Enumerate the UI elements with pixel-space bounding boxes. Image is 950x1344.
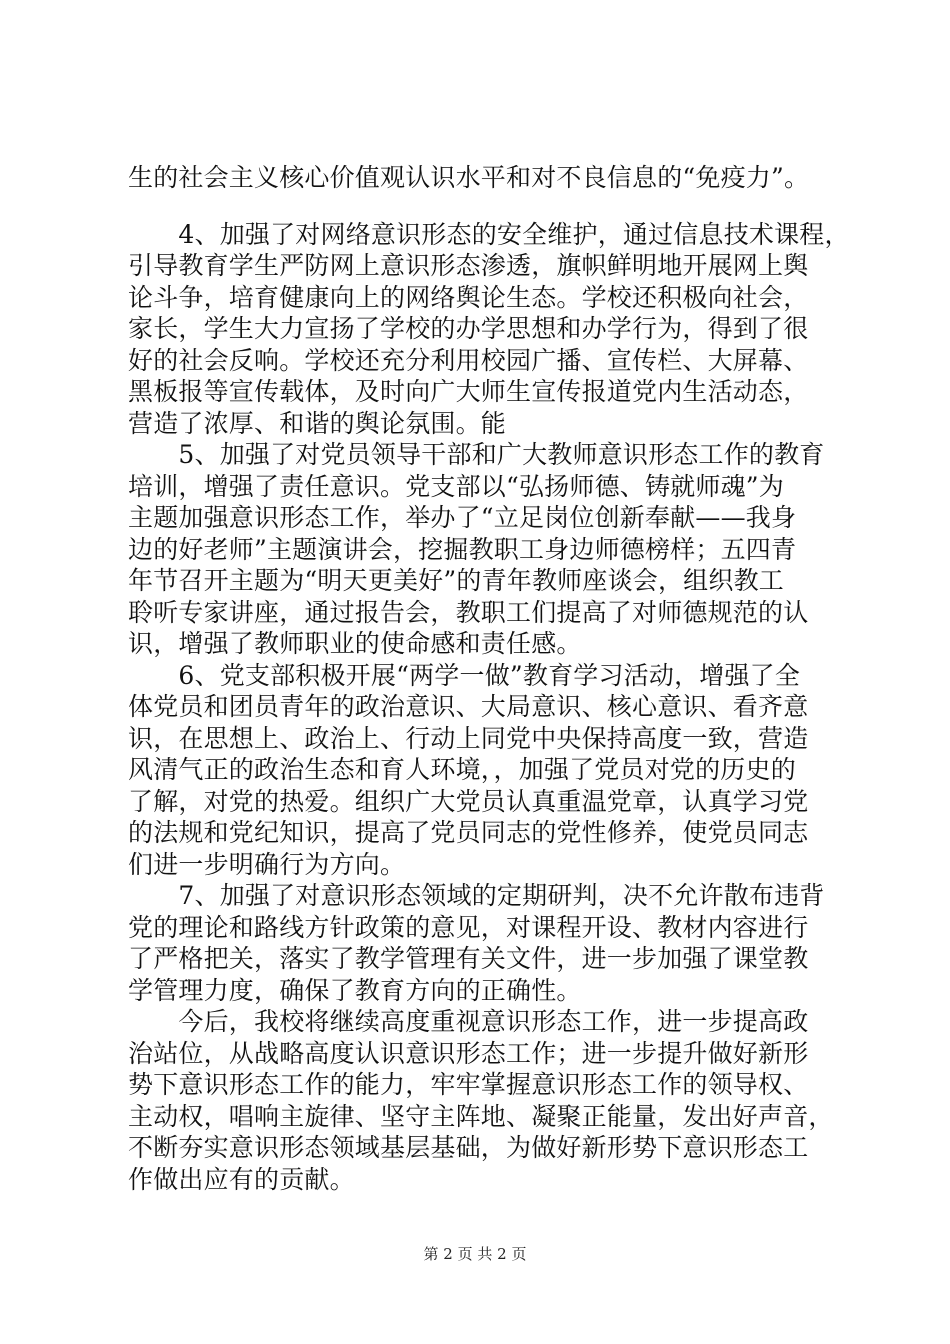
text-line: 今后，我校将继续高度重视意识形态工作，进一步提高政 [128,1007,809,1036]
main-paragraphs [128,219,850,1196]
text-line: 好的社会反响。学校还充分利用校园广播、宣传栏、大屏幕、 [128,345,809,375]
text-line: 培训，增强了责任意识。党支部以“弘扬师德、铸就师魂”为 [128,471,784,501]
text-line: 家长，学生大力宣扬了学校的办学思想和办学行为，得到了很 [128,314,809,343]
text-line: 党的理论和路线方针政策的意见，对课程开设、教材内容进行 [128,912,809,942]
text-line: 治站位，从战略高度认识意识形态工作；进一步提升做好新形 [128,1038,809,1068]
text-line: 聆听专家讲座，通过报告会，教职工们提高了对师德规范的认 [128,597,809,627]
text-line: 识，在思想上、政治上、行动上同党中央保持高度一致，营造 [128,723,809,753]
text-line: 7、加强了对意识形态领域的定期研判，决不允许散布违背 [128,881,825,910]
text-line: 了严格把关，落实了教学管理有关文件，进一步加强了课堂教 [128,944,809,973]
text-line: 引导教育学生严防网上意识形态渗透，旗帜鲜明地开展网上舆 [128,251,809,280]
text-line: 主动权，唱响主旋律、坚守主阵地、凝聚正能量，发出好声音， [128,1101,834,1131]
text-line: 风清气正的政治生态和育人环境，，加强了党员对党的历史的 [128,755,796,784]
text-line: 黑板报等宣传载体，及时向广大师生宣传报道党内生活动态， [128,377,809,406]
text-line: 势下意识形态工作的能力，牢牢掌握意识形态工作的领导权、 [128,1070,809,1099]
intro-paragraph [128,162,833,194]
text-line: 了解，对党的热爱。组织广大党员认真重温党章，认真学习党 [128,786,809,816]
text-line: 边的好老师”主题演讲会，挖掘教职工身边师德榜样；五四青 [128,534,797,564]
text-line: 6、党支部积极开展“两学一做”教育学习活动，增强了全 [128,660,801,690]
page-footer: 第 2 页 共 2 页 [423,1245,527,1263]
text-line: 学管理力度，确保了教育方向的正确性。 [128,975,582,1005]
text-line: 生的社会主义核心价值观认识水平和对不良信息的“免疫力”。 [128,163,810,192]
text-line: 们进一步明确行为方向。 [128,849,406,879]
text-line: 营造了浓厚、和谐的舆论氛围。能 [128,408,507,438]
document-body [128,162,850,1195]
text-line: 体党员和团员青年的政治意识、大局意识、核心意识、看齐意 [128,692,809,721]
text-line: 5、加强了对党员领导干部和广大教师意识形态工作的教育 [128,440,825,469]
text-line: 主题加强意识形态工作，举办了“立足岗位创新奉献——我身 [128,503,797,532]
text-line: 不断夯实意识形态领域基层基础，为做好新形势下意识形态工 [128,1133,809,1162]
text-line: 的法规和党纪知识，提高了党员同志的党性修养，使党员同志 [128,818,809,847]
text-line: 作做出应有的贡献。 [128,1164,355,1194]
text-line: 年节召开主题为“明天更美好”的青年教师座谈会，组织教工 [128,566,784,595]
text-line: 识，增强了教师职业的使命感和责任感。 [128,629,582,658]
text-line: 4、加强了对网络意识形态的安全维护，通过信息技术课程， [128,219,850,249]
text-line: 论斗争，培育健康向上的网络舆论生态。学校还积极向社会， [128,282,809,312]
paragraph-gap [128,194,833,219]
